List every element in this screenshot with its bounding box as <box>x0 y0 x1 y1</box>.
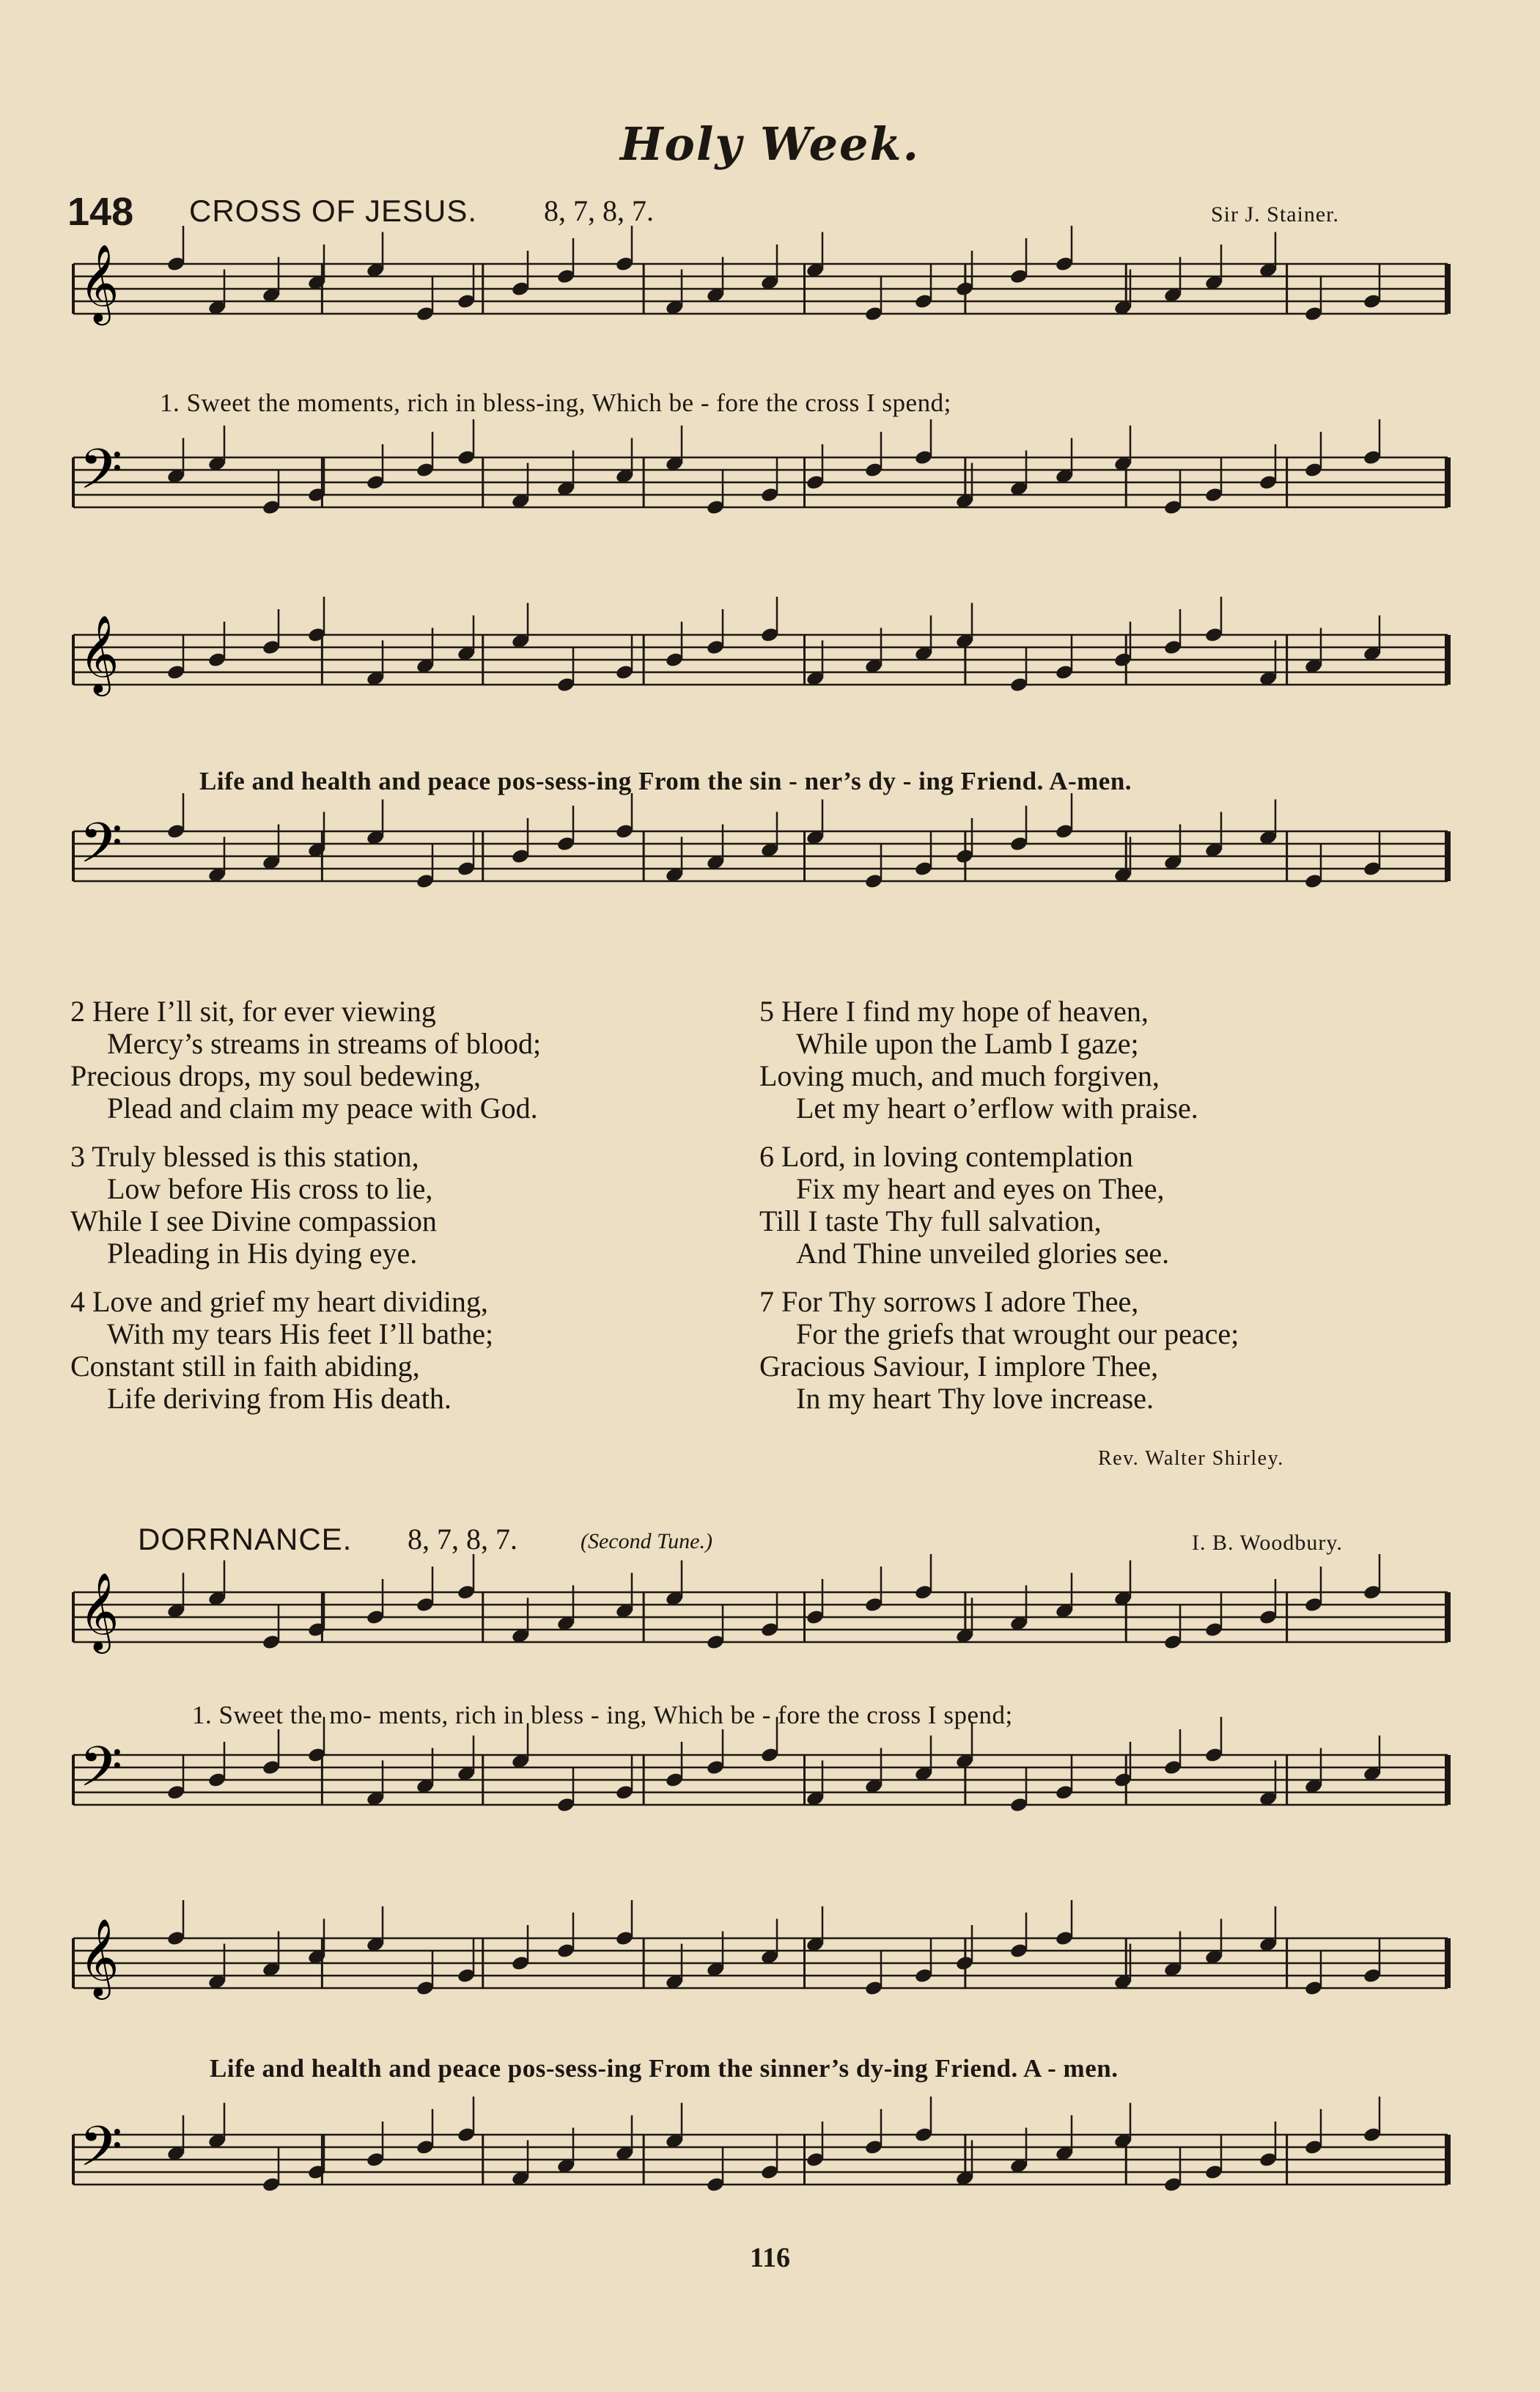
stanza-line: Life deriving from His death. <box>107 1382 452 1415</box>
stanza-line: With my tears His feet I’ll bathe; <box>107 1317 494 1350</box>
stanza-line: 2 Here I’ll sit, for ever viewing <box>70 995 436 1028</box>
stanza-3 <box>70 1141 541 1270</box>
hymn-number: 148 <box>67 190 134 234</box>
tune1-lyrics-line2: Life and health and peace pos-sess-ing From the sin - ner’s dy - ing Friend. A-men. <box>199 767 1132 795</box>
stanza-line: 3 Truly blessed is this station, <box>70 1140 419 1173</box>
treble-clef-icon: 𝄞 <box>79 1572 119 1650</box>
stanza-line: 7 For Thy sorrows I adore Thee, <box>759 1285 1139 1318</box>
author-attribution: Rev. Walter Shirley. <box>1098 1447 1284 1470</box>
composer-stainer: Sir J. Stainer. <box>1211 202 1340 227</box>
bass-clef-icon: 𝄢 <box>79 437 123 515</box>
stanza-line: Let my heart o’erflow with praise. <box>796 1092 1198 1125</box>
second-tune-note: (Second Tune.) <box>581 1529 712 1553</box>
treble-clef-icon: 𝄞 <box>79 243 119 322</box>
stanza-line: Loving much, and much forgiven, <box>759 1059 1160 1092</box>
stanza-line: 6 Lord, in loving contemplation <box>759 1140 1133 1173</box>
treble-clef-icon: 𝄞 <box>79 1918 119 1996</box>
tune2-lyrics-line1: 1. Sweet the mo- ments, rich in bless - ing, Which be - fore the cross I spend; <box>192 1701 1013 1729</box>
tune-name-dorrnance: DORRNANCE. <box>138 1522 353 1556</box>
stanza-line: Pleading in His dying eye. <box>107 1237 418 1270</box>
stanza-5 <box>759 996 1239 1125</box>
stanza-line: Gracious Saviour, I implore Thee, <box>759 1350 1159 1383</box>
stanza-7 <box>759 1286 1239 1415</box>
stanza-line: Constant still in faith abiding, <box>70 1350 420 1383</box>
stanza-2 <box>70 996 541 1125</box>
page-number: 116 <box>750 2242 790 2273</box>
stanza-line: 5 Here I find my hope of heaven, <box>759 995 1149 1028</box>
stanzas-left-column <box>70 996 541 1415</box>
tune-meter: 8, 7, 8, 7. <box>544 194 654 227</box>
stanza-6 <box>759 1141 1239 1270</box>
page-heading: Holy Week. <box>619 117 921 171</box>
tune2-meter: 8, 7, 8, 7. <box>408 1523 517 1556</box>
stanza-line: And Thine unveiled glories see. <box>796 1237 1170 1270</box>
stanza-line: Till I taste Thy full salvation, <box>759 1204 1102 1237</box>
stanza-line: Low before His cross to lie, <box>107 1172 433 1205</box>
stanza-line: Plead and claim my peace with God. <box>107 1092 538 1125</box>
stanza-4 <box>70 1286 541 1415</box>
stanza-line: For the griefs that wrought our peace; <box>796 1317 1239 1350</box>
stanzas-right-column <box>759 996 1239 1415</box>
stanza-line: Precious drops, my soul bedewing, <box>70 1059 481 1092</box>
tune1-lyrics-line1: 1. Sweet the moments, rich in bless-ing, Which be - fore the cross I spend; <box>160 389 951 417</box>
bass-clef-icon: 𝄢 <box>79 2114 123 2193</box>
bass-clef-icon: 𝄢 <box>79 811 123 889</box>
stanza-line: While upon the Lamb I gaze; <box>796 1027 1139 1060</box>
composer-woodbury: I. B. Woodbury. <box>1192 1531 1343 1555</box>
bass-clef-icon: 𝄢 <box>79 1734 123 1813</box>
tune2-lyrics-line2: Life and health and peace pos-sess-ing From the sinner’s dy-ing Friend. A - men. <box>210 2054 1119 2083</box>
treble-clef-icon: 𝄞 <box>79 614 119 693</box>
stanza-line: 4 Love and grief my heart dividing, <box>70 1285 488 1318</box>
stanza-line: While I see Divine compassion <box>70 1204 437 1237</box>
stanza-line: Mercy’s streams in streams of blood; <box>107 1027 542 1060</box>
stanza-line: In my heart Thy love increase. <box>796 1382 1154 1415</box>
stanza-line: Fix my heart and eyes on Thee, <box>796 1172 1165 1205</box>
tune-name-cross-of-jesus: CROSS OF JESUS. <box>189 194 478 228</box>
